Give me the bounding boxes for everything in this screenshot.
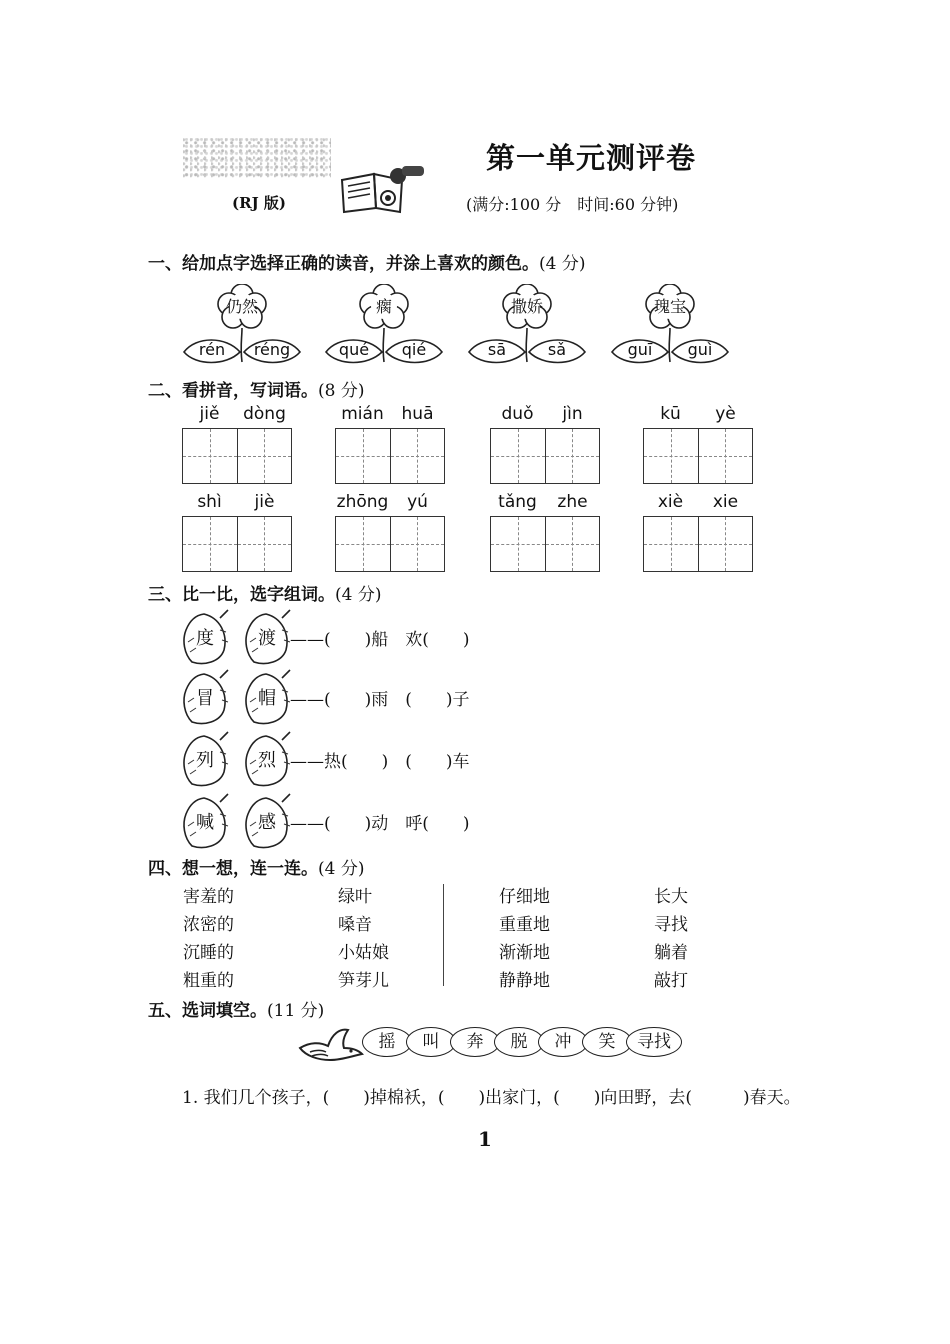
exam-meta: (满分:100 分 时间:60 分钟) [466, 195, 679, 214]
leaf-character: 渡 [258, 628, 276, 649]
word-bank-label: 脱 [510, 1032, 528, 1052]
pinyin-syllable: mián [341, 404, 384, 424]
writing-grid[interactable] [490, 516, 600, 572]
writing-cell[interactable] [183, 517, 238, 571]
pinyin-syllable: yú [407, 492, 428, 512]
pinyin-syllable: zhōng [336, 492, 389, 512]
word-bank-label: 摇 [378, 1032, 396, 1052]
word-bank-item[interactable] [362, 1027, 412, 1057]
section-4-label: 四、想一想，连一连。 [148, 859, 318, 879]
writing-cell[interactable] [336, 517, 391, 571]
writing-cell[interactable] [644, 429, 699, 483]
pinyin-syllable: jiě [199, 404, 220, 424]
writing-grid[interactable] [182, 428, 292, 484]
match-word[interactable]: 重重地 [499, 915, 550, 935]
section-2-label: 二、看拼音，写词语。 [148, 381, 318, 401]
writing-grid[interactable] [643, 428, 753, 484]
edition-label: (RJ 版) [232, 194, 286, 212]
match-word[interactable]: 仔细地 [499, 887, 550, 907]
flower-word: 仍然 [225, 297, 258, 316]
decorative-banner-noise [183, 138, 331, 180]
writing-cell[interactable] [699, 429, 753, 483]
section-2-points: (8 分) [318, 381, 365, 401]
section-5-label: 五、选词填空。 [148, 1001, 267, 1021]
flower-item [467, 284, 587, 370]
pinyin-syllable: kū [660, 404, 681, 424]
word-bank-item[interactable] [538, 1027, 588, 1057]
section-5-points: (11 分) [267, 1001, 325, 1021]
writing-cell[interactable] [238, 429, 292, 483]
book-mascot-icon [338, 160, 428, 216]
section-3-heading [148, 580, 381, 605]
flower-word: 撒娇 [510, 297, 543, 316]
pinyin-syllable: huā [401, 404, 434, 424]
section-5-heading [148, 996, 324, 1021]
writing-grid[interactable] [335, 516, 445, 572]
match-word[interactable]: 渐渐地 [499, 943, 550, 963]
pinyin-option-left[interactable]: rén [198, 340, 226, 359]
word-bank-label: 奔 [466, 1032, 484, 1052]
pinyin-option-right[interactable]: sǎ [547, 340, 567, 359]
question-1: 1. 我们几个孩子，( )掉棉袄，( )出家门，( )向田野，去( )春天。 [182, 1088, 801, 1108]
pinyin-syllable: yè [715, 404, 736, 424]
pinyin-option-left[interactable]: sā [487, 340, 507, 359]
writing-cell[interactable] [546, 429, 600, 483]
flower-item [182, 284, 302, 370]
leaf-character: 度 [196, 628, 214, 649]
pinyin-syllable: jiè [254, 492, 275, 512]
writing-cell[interactable] [238, 517, 292, 571]
writing-grid[interactable] [490, 428, 600, 484]
writing-cell[interactable] [391, 517, 445, 571]
pinyin-option-left[interactable]: qué [338, 340, 370, 359]
section-3-points: (4 分) [335, 585, 382, 605]
pinyin-syllable: shì [197, 492, 222, 512]
word-bank-item[interactable] [450, 1027, 500, 1057]
leaf-character: 列 [196, 750, 214, 771]
word-blank-row[interactable]: ——热( ) ( )车 [290, 752, 470, 772]
match-word[interactable]: 敲打 [654, 971, 688, 991]
section-1-heading [148, 249, 585, 274]
pinyin-syllable: xie [712, 492, 739, 512]
word-bank-item[interactable] [582, 1027, 632, 1057]
writing-cell[interactable] [336, 429, 391, 483]
section-2-heading [148, 376, 364, 401]
writing-grid[interactable] [182, 516, 292, 572]
word-bank-label: 寻找 [637, 1032, 671, 1052]
word-bank-label: 冲 [554, 1032, 572, 1052]
writing-grid[interactable] [335, 428, 445, 484]
match-word[interactable]: 嗓音 [338, 915, 372, 935]
word-bank-item[interactable] [626, 1027, 682, 1057]
pinyin-syllable: duǒ [501, 404, 534, 424]
word-bank-item[interactable] [494, 1027, 544, 1057]
match-word[interactable]: 浓密的 [183, 915, 234, 935]
leaf-character: 感 [258, 812, 276, 833]
flower-item [324, 284, 444, 370]
section-3-label: 三、比一比，选字组词。 [148, 585, 335, 605]
pinyin-syllable: tǎng [498, 492, 537, 512]
flower-item [610, 284, 730, 370]
flower-word: 瘸 [375, 297, 392, 316]
pinyin-syllable: xiè [657, 492, 684, 512]
pinyin-option-left[interactable]: guī [627, 340, 653, 359]
pinyin-syllable: jìn [562, 404, 583, 424]
match-word[interactable]: 粗重的 [183, 971, 234, 991]
writing-cell[interactable] [699, 517, 753, 571]
word-bank-item[interactable] [406, 1027, 456, 1057]
pinyin-option-right[interactable]: qié [401, 340, 427, 359]
match-word[interactable]: 躺着 [654, 943, 688, 963]
match-word[interactable]: 害羞的 [183, 887, 234, 907]
match-word[interactable]: 沉睡的 [183, 943, 234, 963]
pinyin-option-right[interactable]: réng [253, 340, 291, 359]
match-word[interactable]: 绿叶 [338, 887, 372, 907]
writing-cell[interactable] [183, 429, 238, 483]
word-blank-row[interactable]: ——( )船 欢( ) [290, 630, 470, 650]
section-4-heading [148, 854, 364, 879]
match-word[interactable]: 寻找 [654, 915, 688, 935]
writing-cell[interactable] [491, 517, 546, 571]
pinyin-syllable: zhe [557, 492, 588, 512]
match-word[interactable]: 长大 [654, 887, 688, 907]
pinyin-syllable: dòng [243, 404, 286, 424]
writing-grid[interactable] [643, 516, 753, 572]
writing-cell[interactable] [644, 517, 699, 571]
match-word[interactable]: 笋芽儿 [338, 971, 389, 991]
writing-cell[interactable] [491, 429, 546, 483]
pinyin-option-right[interactable]: guì [687, 340, 713, 359]
page-number: 1 [478, 1127, 492, 1151]
match-divider [443, 884, 444, 986]
match-word[interactable]: 静静地 [499, 971, 550, 991]
section-4-points: (4 分) [318, 859, 365, 879]
word-bank-label: 叫 [422, 1032, 440, 1052]
match-word[interactable]: 小姑娘 [338, 943, 389, 963]
leaf-character: 帽 [258, 688, 276, 709]
leaf-character: 烈 [258, 750, 276, 771]
word-blank-row[interactable]: ——( )雨 ( )子 [290, 690, 470, 710]
writing-cell[interactable] [391, 429, 445, 483]
word-bank-label: 笑 [598, 1032, 616, 1052]
section-1-points: (4 分) [539, 254, 586, 274]
bird-icon [296, 1020, 364, 1068]
page-title: 第一单元测评卷 [486, 141, 697, 175]
section-1-label: 一、给加点字选择正确的读音，并涂上喜欢的颜色。 [148, 254, 539, 274]
word-blank-row[interactable]: ——( )动 呼( ) [290, 814, 470, 834]
writing-cell[interactable] [546, 517, 600, 571]
leaf-character: 冒 [196, 688, 214, 709]
flower-word: 瑰宝 [653, 297, 686, 316]
leaf-character: 喊 [196, 812, 214, 833]
